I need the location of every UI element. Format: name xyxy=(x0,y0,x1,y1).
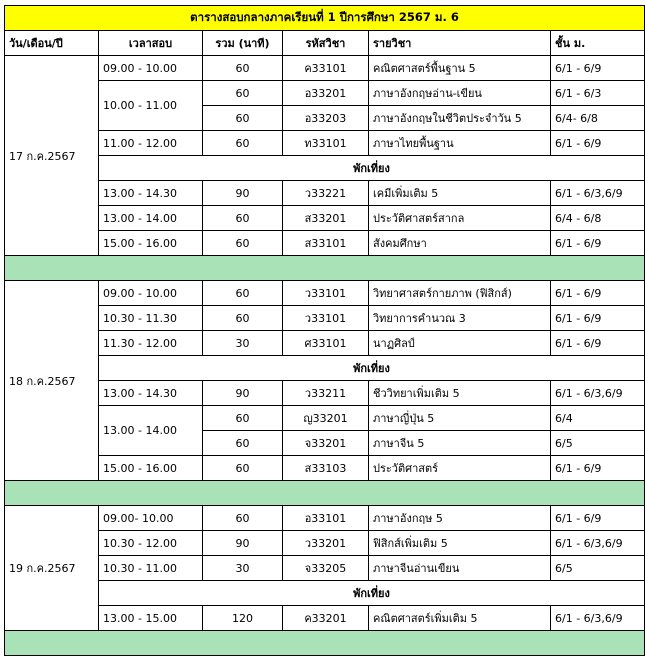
subject-name: เคมีเพิ่มเติม 5 xyxy=(369,181,551,206)
class-level: 6/1 - 6/3,6/9 xyxy=(551,381,645,406)
class-level: 6/5 xyxy=(551,556,645,581)
exam-time: 09.00 - 10.00 xyxy=(99,281,203,306)
table-row xyxy=(5,606,645,631)
subject-name: ภาษาอังกฤษในชีวิตประจำวัน 5 xyxy=(369,106,551,131)
exam-minutes: 60 xyxy=(203,81,283,106)
exam-time: 13.00 - 14.00 xyxy=(99,406,203,456)
header-time: เวลาสอบ xyxy=(99,31,203,56)
exam-time: 11.00 - 12.00 xyxy=(99,131,203,156)
table-row xyxy=(5,281,645,306)
table-row xyxy=(5,131,645,156)
header-class-level: ชั้น ม. xyxy=(551,31,645,56)
lunch-row xyxy=(5,156,645,181)
subject-code: ว33101 xyxy=(283,306,369,331)
subject-code: ศ33101 xyxy=(283,331,369,356)
class-level: 6/4- 6/8 xyxy=(551,106,645,131)
exam-minutes: 90 xyxy=(203,381,283,406)
day-separator xyxy=(5,631,645,656)
day-separator-bar xyxy=(5,631,645,656)
subject-code: ว33221 xyxy=(283,181,369,206)
subject-name: ชีววิทยาเพิ่มเติม 5 xyxy=(369,381,551,406)
day-separator xyxy=(5,256,645,281)
table-row xyxy=(5,506,645,531)
subject-code: อ33101 xyxy=(283,506,369,531)
class-level: 6/1 - 6/9 xyxy=(551,281,645,306)
lunch-break-label: พักเที่ยง xyxy=(99,581,645,606)
class-level: 6/1 - 6/3,6/9 xyxy=(551,606,645,631)
exam-time: 13.00 - 14.30 xyxy=(99,181,203,206)
exam-date: 17 ก.ค.2567 xyxy=(5,56,99,256)
exam-minutes: 120 xyxy=(203,606,283,631)
exam-schedule-table xyxy=(4,5,645,656)
exam-time: 15.00 - 16.00 xyxy=(99,456,203,481)
exam-minutes: 90 xyxy=(203,181,283,206)
day-separator xyxy=(5,481,645,506)
lunch-break-label: พักเที่ยง xyxy=(99,356,645,381)
subject-name: ภาษาอังกฤษ 5 xyxy=(369,506,551,531)
table-row xyxy=(5,556,645,581)
exam-time: 13.00 - 14.30 xyxy=(99,381,203,406)
exam-time: 15.00 - 16.00 xyxy=(99,231,203,256)
table-row xyxy=(5,456,645,481)
class-level: 6/1 - 6/3,6/9 xyxy=(551,531,645,556)
lunch-row xyxy=(5,581,645,606)
lunch-break-label: พักเที่ยง xyxy=(99,156,645,181)
subject-name: ภาษาจีนอ่านเขียน xyxy=(369,556,551,581)
header-subject-name: รายวิชา xyxy=(369,31,551,56)
exam-minutes: 30 xyxy=(203,556,283,581)
table-row xyxy=(5,56,645,81)
exam-time: 13.00 - 14.00 xyxy=(99,206,203,231)
header-subject-code: รหัสวิชา xyxy=(283,31,369,56)
subject-code: อ33203 xyxy=(283,106,369,131)
table-row xyxy=(5,206,645,231)
exam-minutes: 60 xyxy=(203,106,283,131)
subject-code: ค33201 xyxy=(283,606,369,631)
class-level: 6/1 - 6/9 xyxy=(551,456,645,481)
class-level: 6/4 xyxy=(551,406,645,431)
subject-name: คณิตศาสตร์พื้นฐาน 5 xyxy=(369,56,551,81)
exam-minutes: 60 xyxy=(203,281,283,306)
class-level: 6/1 - 6/3 xyxy=(551,81,645,106)
class-level: 6/5 xyxy=(551,431,645,456)
subject-code: ว33201 xyxy=(283,531,369,556)
table-row xyxy=(5,331,645,356)
class-level: 6/1 - 6/9 xyxy=(551,506,645,531)
exam-time: 11.30 - 12.00 xyxy=(99,331,203,356)
exam-minutes: 60 xyxy=(203,456,283,481)
class-level: 6/1 - 6/9 xyxy=(551,56,645,81)
exam-minutes: 60 xyxy=(203,206,283,231)
exam-minutes: 60 xyxy=(203,306,283,331)
day-separator-bar xyxy=(5,481,645,506)
table-row xyxy=(5,531,645,556)
table-row xyxy=(5,231,645,256)
subject-name: ภาษาอังกฤษอ่าน-เขียน xyxy=(369,81,551,106)
exam-time: 10.30 - 11.30 xyxy=(99,306,203,331)
class-level: 6/1 - 6/9 xyxy=(551,131,645,156)
subject-name: วิทยาศาสตร์กายภาพ (ฟิสิกส์) xyxy=(369,281,551,306)
exam-date: 19 ก.ค.2567 xyxy=(5,506,99,631)
exam-minutes: 60 xyxy=(203,131,283,156)
exam-time: 10.30 - 12.00 xyxy=(99,531,203,556)
header-row xyxy=(5,31,645,56)
exam-minutes: 60 xyxy=(203,431,283,456)
subject-name: ภาษาไทยพื้นฐาน xyxy=(369,131,551,156)
subject-code: ส33103 xyxy=(283,456,369,481)
table-row xyxy=(5,81,645,106)
subject-code: ญ33201 xyxy=(283,406,369,431)
subject-code: ท33101 xyxy=(283,131,369,156)
subject-code: อ33201 xyxy=(283,81,369,106)
exam-minutes: 30 xyxy=(203,331,283,356)
subject-name: ประวัติศาสตร์สากล xyxy=(369,206,551,231)
class-level: 6/1 - 6/3,6/9 xyxy=(551,181,645,206)
header-total-minutes: รวม (นาที) xyxy=(203,31,283,56)
subject-code: จ33201 xyxy=(283,431,369,456)
subject-code: ว33101 xyxy=(283,281,369,306)
table-row xyxy=(5,181,645,206)
class-level: 6/4 - 6/8 xyxy=(551,206,645,231)
day-separator-bar xyxy=(5,256,645,281)
subject-name: ประวัติศาสตร์ xyxy=(369,456,551,481)
header-date: วัน/เดือน/ปี xyxy=(5,31,99,56)
class-level: 6/1 - 6/9 xyxy=(551,231,645,256)
subject-code: ค33101 xyxy=(283,56,369,81)
class-level: 6/1 - 6/9 xyxy=(551,331,645,356)
subject-code: ส33201 xyxy=(283,206,369,231)
class-level: 6/1 - 6/9 xyxy=(551,306,645,331)
subject-code: จ33205 xyxy=(283,556,369,581)
subject-code: ว33211 xyxy=(283,381,369,406)
exam-minutes: 60 xyxy=(203,231,283,256)
table-row xyxy=(5,381,645,406)
exam-time: 10.30 - 11.00 xyxy=(99,556,203,581)
exam-time: 09.00- 10.00 xyxy=(99,506,203,531)
exam-minutes: 90 xyxy=(203,531,283,556)
subject-name: นาฏศิลป์ xyxy=(369,331,551,356)
subject-name: คณิตศาสตร์เพิ่มเติม 5 xyxy=(369,606,551,631)
subject-name: สังคมศึกษา xyxy=(369,231,551,256)
lunch-row xyxy=(5,356,645,381)
subject-code: ส33101 xyxy=(283,231,369,256)
exam-time: 13.00 - 15.00 xyxy=(99,606,203,631)
subject-name: ฟิสิกส์เพิ่มเติม 5 xyxy=(369,531,551,556)
exam-minutes: 60 xyxy=(203,56,283,81)
schedule-title: ตารางสอบกลางภาคเรียนที่ 1 ปีการศึกษา 2567 ม. 6 xyxy=(5,6,645,31)
exam-minutes: 60 xyxy=(203,406,283,431)
exam-time: 09.00 - 10.00 xyxy=(99,56,203,81)
subject-name: ภาษาจีน 5 xyxy=(369,431,551,456)
title-row xyxy=(5,6,645,31)
exam-time: 10.00 - 11.00 xyxy=(99,81,203,131)
subject-name: วิทยาการคำนวณ 3 xyxy=(369,306,551,331)
subject-name: ภาษาญี่ปุ่น 5 xyxy=(369,406,551,431)
table-row xyxy=(5,406,645,431)
table-row xyxy=(5,306,645,331)
exam-date: 18 ก.ค.2567 xyxy=(5,281,99,481)
exam-minutes: 60 xyxy=(203,506,283,531)
